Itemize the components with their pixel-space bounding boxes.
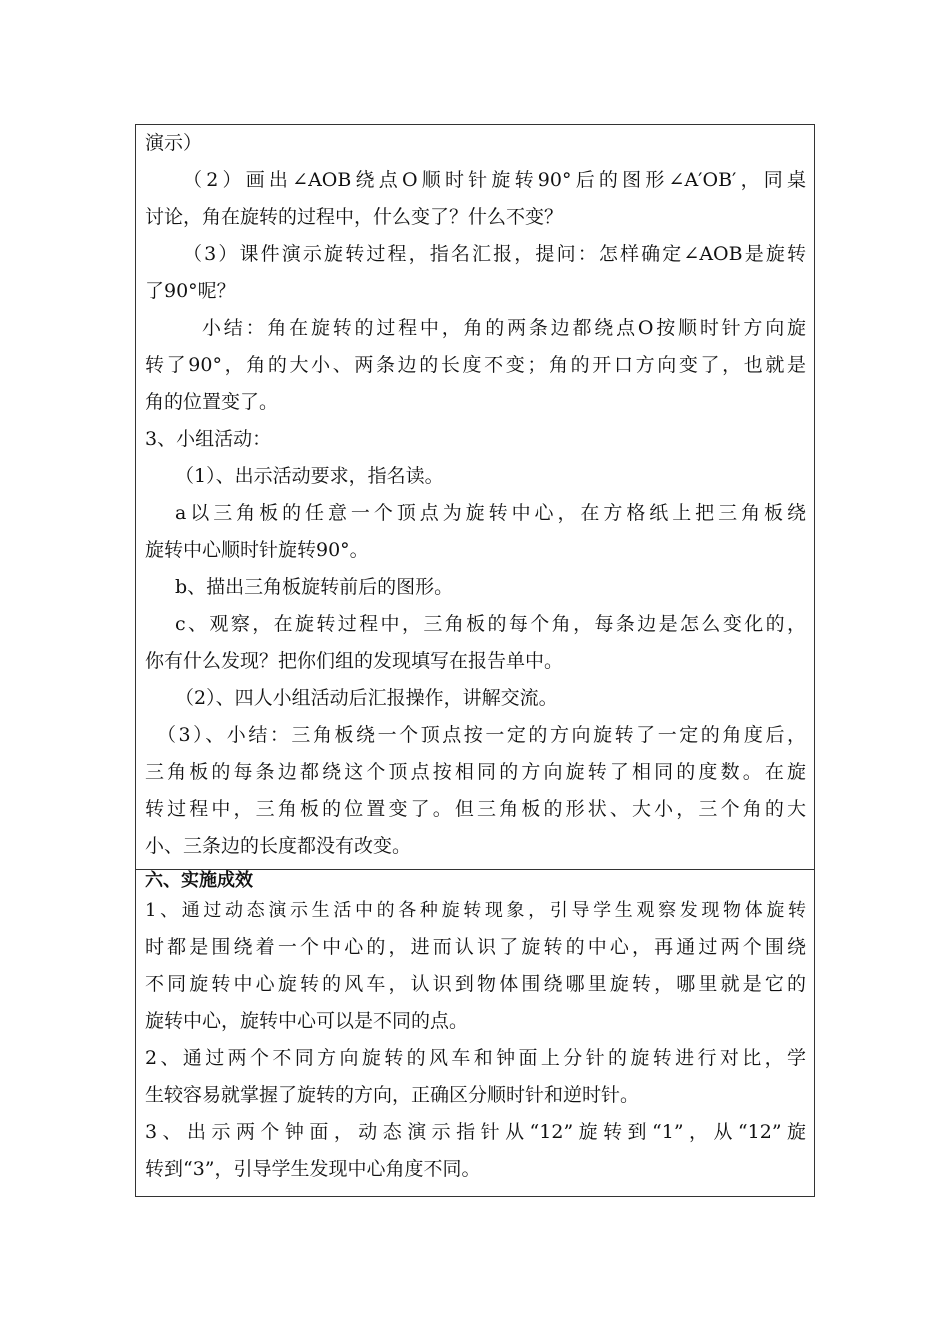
text-line: 演示）	[145, 132, 203, 154]
text-line: 1、通过动态演示生活中的各种旋转现象，引导学生观察发现物体旋转	[145, 900, 806, 921]
text-line: 转到“3”，引导学生发现中心角度不同。	[145, 1158, 481, 1180]
text-line: 旋转中心顺时针旋转90°。	[145, 539, 369, 561]
text-line: 3、出示两个钟面，动态演示指针从“12”旋转到“1”，从“12”旋	[145, 1121, 806, 1143]
text-line: 小结：角在旋转的过程中，角的两条边都绕点O按顺时针方向旋	[202, 317, 806, 339]
text-line: 角的位置变了。	[145, 391, 279, 413]
text-line: （1）、出示活动要求，指名读。	[175, 465, 444, 487]
text-line: （3）课件演示旋转过程，指名汇报，提问：怎样确定∠AOB是旋转	[183, 243, 806, 265]
text-line: c、观察，在旋转过程中，三角板的每个角，每条边是怎么变化的，	[175, 613, 806, 635]
text-line: a以三角板的任意一个顶点为旋转中心，在方格纸上把三角板绕	[175, 502, 806, 524]
text-line: 转了90°，角的大小、两条边的长度不变；角的开口方向变了，也就是	[145, 354, 806, 376]
text-line: 你有什么发现？把你们组的发现填写在报告单中。	[145, 650, 564, 672]
text-line: b、描出三角板旋转前后的图形。	[175, 576, 454, 598]
text-line: 三角板的每条边都绕这个顶点按相同的方向旋转了相同的度数。在旋	[145, 761, 806, 783]
activity-cell	[136, 125, 814, 869]
text-line: （3）、小结：三角板绕一个顶点按一定的方向旋转了一定的角度后，	[157, 724, 806, 746]
text-line: 3、小组活动：	[145, 428, 272, 450]
text-line: 旋转中心，旋转中心可以是不同的点。	[145, 1010, 469, 1032]
text-line: （2）画出∠AOB绕点O顺时针旋转90°后的图形∠A′OB′，同桌	[183, 169, 806, 191]
text-line: 生较容易就掌握了旋转的方向，正确区分顺时针和逆时针。	[145, 1084, 640, 1106]
text-line: 讨论，角在旋转的过程中，什么变了？什么不变？	[145, 206, 564, 228]
section-heading: 六、实施成效	[145, 870, 253, 891]
text-line: 小、三条边的长度都没有改变。	[145, 835, 412, 857]
text-line: 了90°呢？	[145, 280, 236, 302]
text-line: （2）、四人小组活动后汇报操作，讲解交流。	[175, 687, 558, 709]
text-line: 不同旋转中心旋转的风车，认识到物体围绕哪里旋转，哪里就是它的	[145, 973, 806, 995]
text-line: 2、通过两个不同方向旋转的风车和钟面上分针的旋转进行对比，学	[145, 1047, 806, 1069]
results-cell	[136, 869, 814, 1196]
text-line: 时都是围绕着一个中心的，进而认识了旋转的中心，再通过两个围绕	[145, 936, 806, 958]
content-table	[135, 124, 815, 1197]
text-line: 转过程中，三角板的位置变了。但三角板的形状、大小，三个角的大	[145, 798, 806, 820]
